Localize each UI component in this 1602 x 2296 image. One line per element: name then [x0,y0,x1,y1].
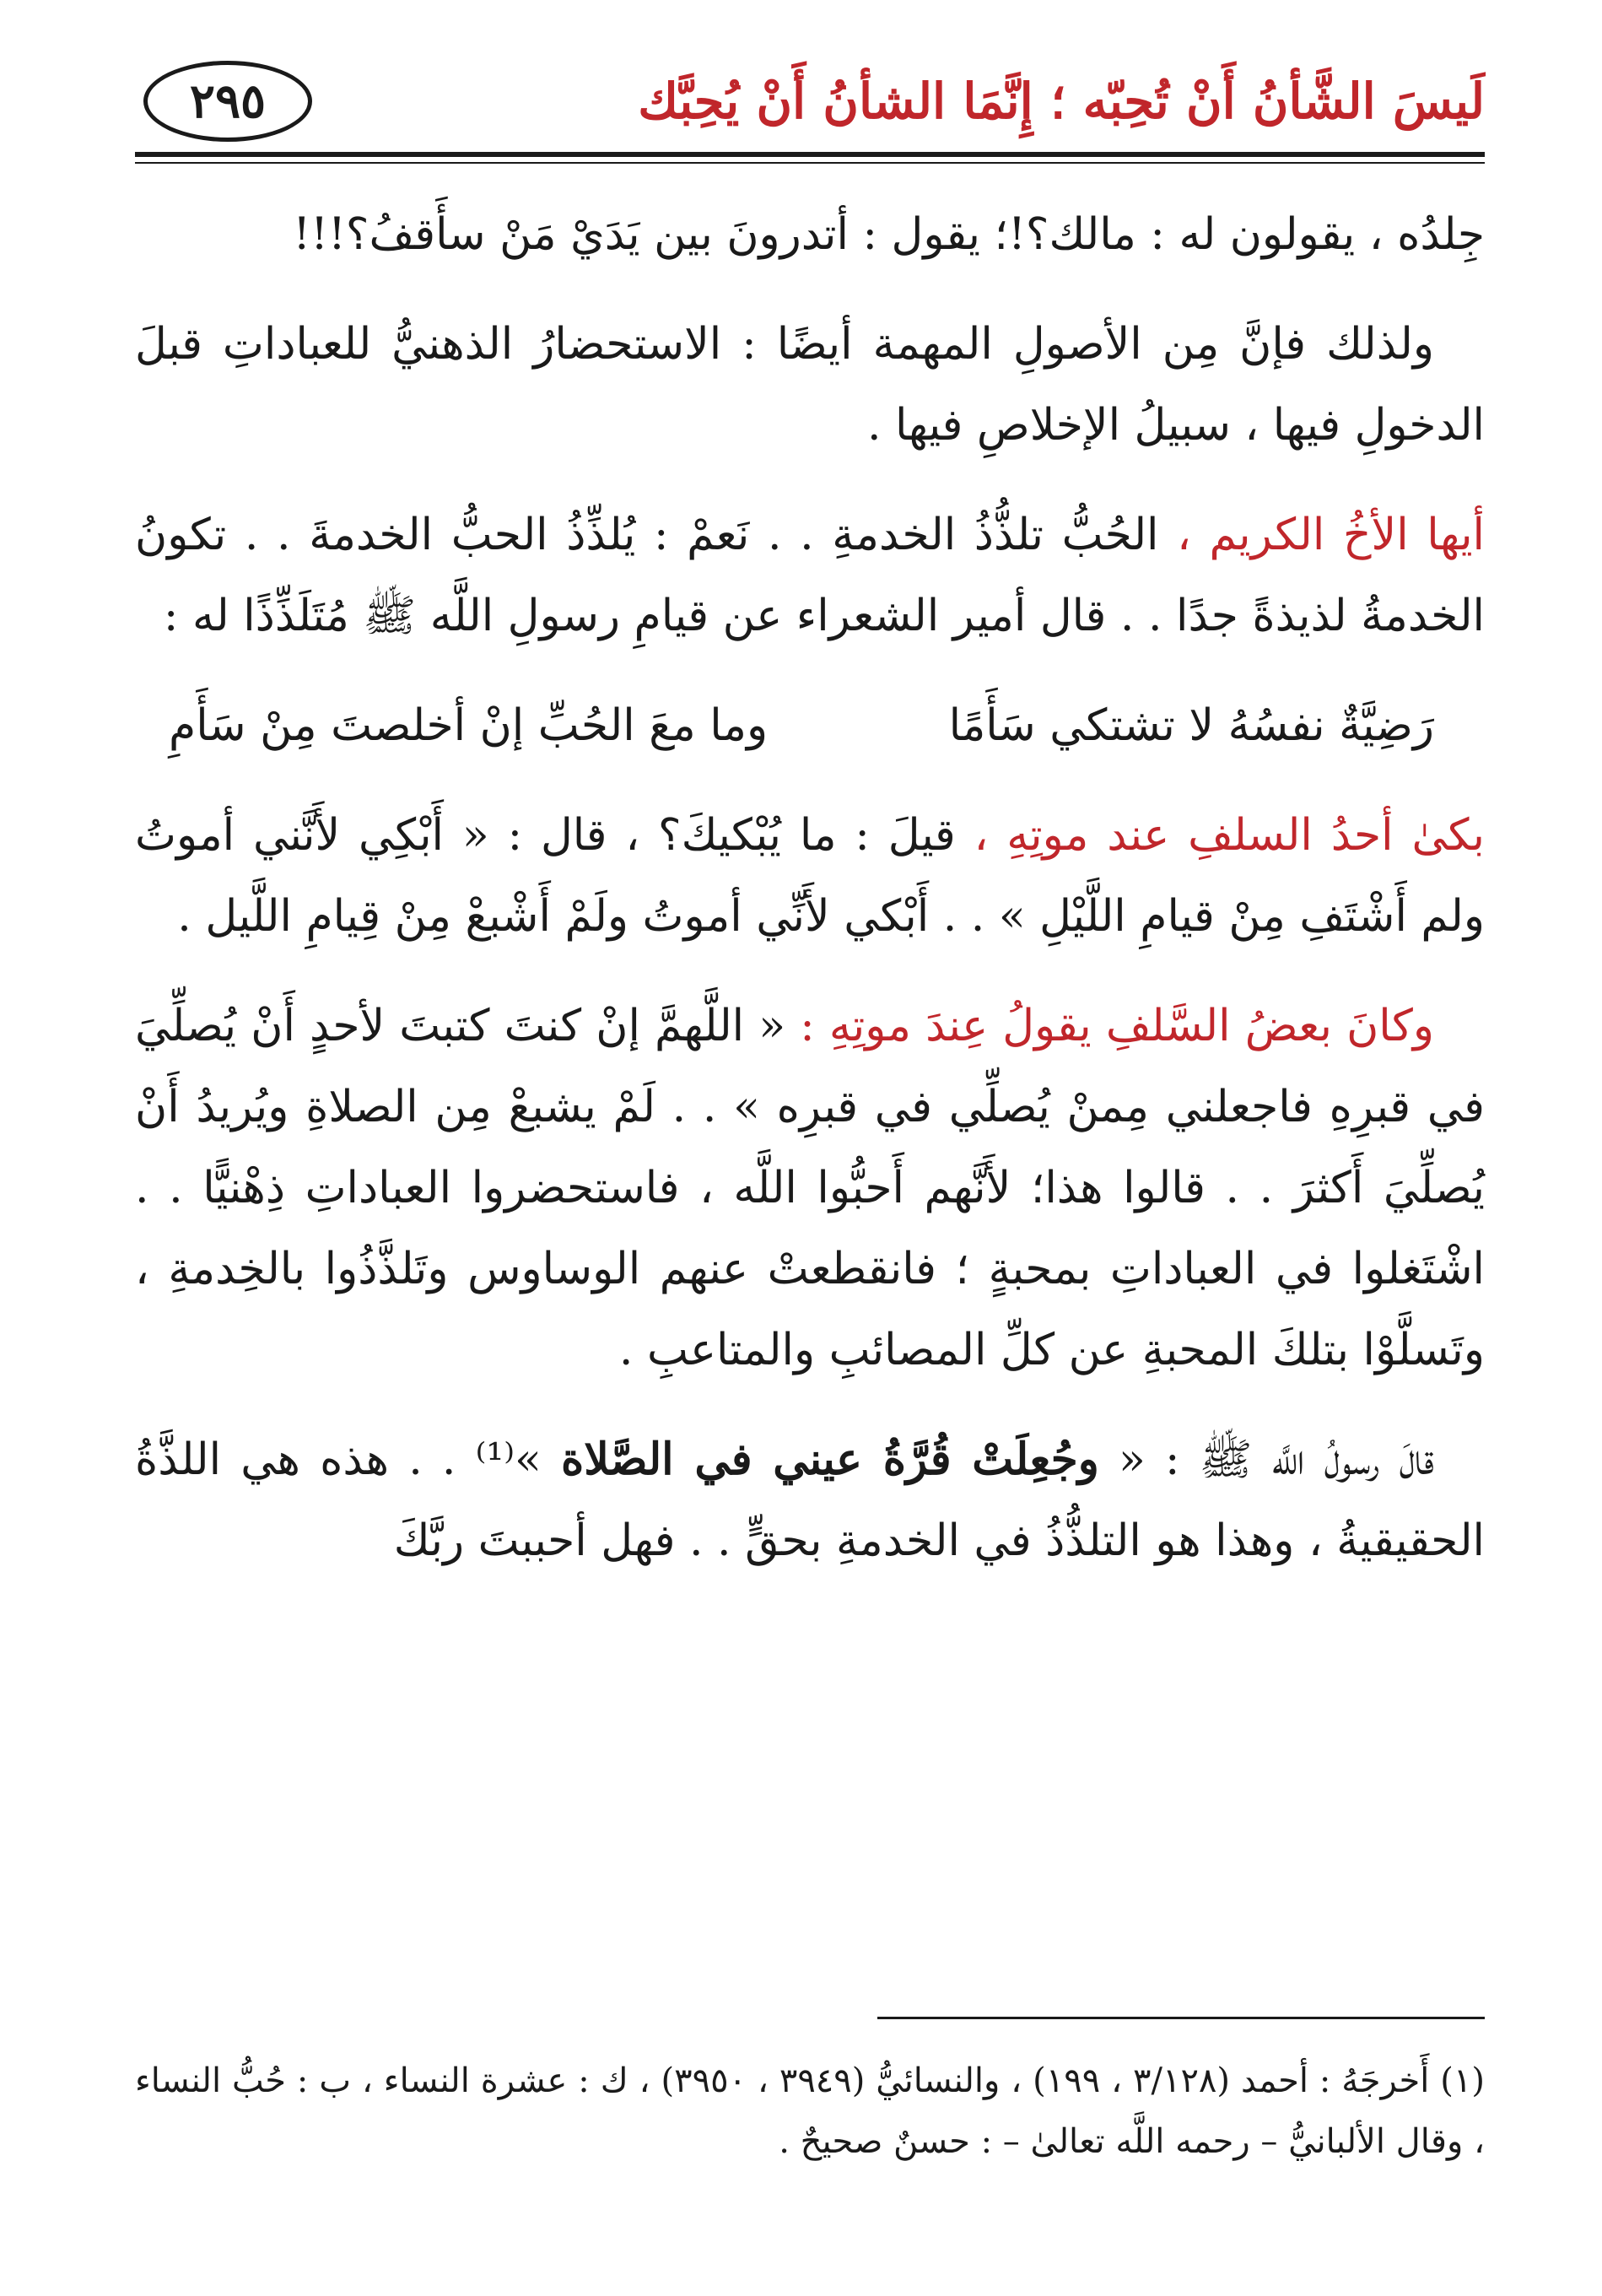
poetry-verse [135,685,1485,766]
footnote-divider [877,2017,1485,2019]
paragraph-5-text: « اللَّهمَّ إنْ كنتَ كتبتَ لأحدٍ أَنْ يُصلِّيَ في قبرِهِ فاجعلني مِمنْ يُصلِّي في قبرِه » . . لَمْ يشبعْ مِن الصلاةِ ويُريدُ أَنْ يُصلِّيَ أَكثرَ . . قالوا هذا؛ لأَنَّهم أَحبُّوا اللَّه ، فاستحضروا العباداتِ ذِهْنيًّا . . اشْتَغلوا في العباداتِ بمحبةٍ ؛ فانقطعتْ عنهم الوساوس وتَلذَّذُوا بالخِدمةِ ، وتَسلَّوْا بتلكَ المحبةِ عن كلِّ المصائبِ والمتاعبِ . [135,1001,1485,1375]
paragraph-3 [135,494,1485,656]
paragraph-6 [135,1419,1485,1581]
verse-first-hemistich: رَضِيَّةٌ نفسُهُ لا تشتكي سَأَمًا [948,700,1434,751]
paragraph-5 [135,986,1485,1391]
paragraph-1: جِلدُه ، يقولون له : مالك؟!؛ يقول : أتدرونَ بين يَدَيْ مَنْ سأَقفُ؟!!! [293,209,1485,260]
header-rule-thin [135,162,1485,164]
verse-second-hemistich: وما معَ الحُبِّ إنْ أخلصتَ مِنْ سَأَمِ [169,700,769,751]
footnote-1: (١) أَخرجَهُ : أحمد (٣/١٢٨ ، ١٩٩) ، والنسائيُّ (٣٩٤٩ ، ٣٩٥٠) ، ك : عشرة النساء ، ب : حُبُّ النساء ، وقال الألبانيُّ – رحمه اللَّه تعالىٰ – : حسنٌ صحيحٌ . [135,2061,1486,2161]
paragraph-6-intro: قالَ رسولُ اللَّه ﷺ : « [1098,1434,1434,1485]
running-title: لَيسَ الشَّأنُ أَنْ تُحِبّه ؛ إِنَّمَا الشأنُ أَنْ يُحِبَّك [638,73,1485,130]
book-page [135,51,1485,2245]
hadith-quote: وجُعِلَتْ قُرَّةُ عيني في الصَّلاة [560,1434,1099,1485]
page-body [135,194,1485,1610]
page-number: ٢٩٥ [143,61,312,142]
footnote-area [135,2050,1485,2201]
page-header [135,51,1485,152]
paragraph-3-text: الحُبُّ تلذُّذُ الخدمةِ . . نَعمْ : يُلذِّذُ الحبُّ الخدمةَ . . تكونُ الخدمةُ لذيذةً جدًا . . قال أمير الشعراء عن قيامِ رسولِ اللَّه ﷺ مُتَلَذِّذًا له : [135,510,1485,641]
paragraph-2: ولذلك فإنَّ مِن الأصولِ المهمة أيضًا : الاستحضارُ الذهنيُّ للعباداتِ قبلَ الدخولِ فيها ، سبيلُ الإخلاصِ فيها . [135,319,1485,451]
paragraph-4-heading: بكىٰ أحدُ السلفِ عند موتِهِ ، [974,810,1486,861]
paragraph-3-heading: أيها الأخُ الكريم ، [1177,510,1485,560]
paragraph-5-heading: وكانَ بعضُ السَّلفِ يقولُ عِندَ موتِهِ : [800,1001,1434,1051]
paragraph-4-text: قيلَ : ما يُبْكيكَ؟ ، قال : « أَبْكِي لأَنَّني أموتُ ولم أَشْتَفِ مِنْ قيامِ اللَّيْلِ » . . أَبْكي لأَنِّي أموتُ ولَمْ أَشْبعْ مِنْ قِيامِ اللَّيل . [135,810,1485,942]
paragraph-6-text: »⁽¹⁾ . . هذه هي اللذَّةُ الحقيقيةُ ، وهذا هو التلذُّذُ في الخدمةِ بحقٍّ . . فهل أحببتَ ربَّكَ [135,1434,1485,1566]
paragraph-4 [135,795,1485,957]
header-rule-thick [135,152,1485,157]
